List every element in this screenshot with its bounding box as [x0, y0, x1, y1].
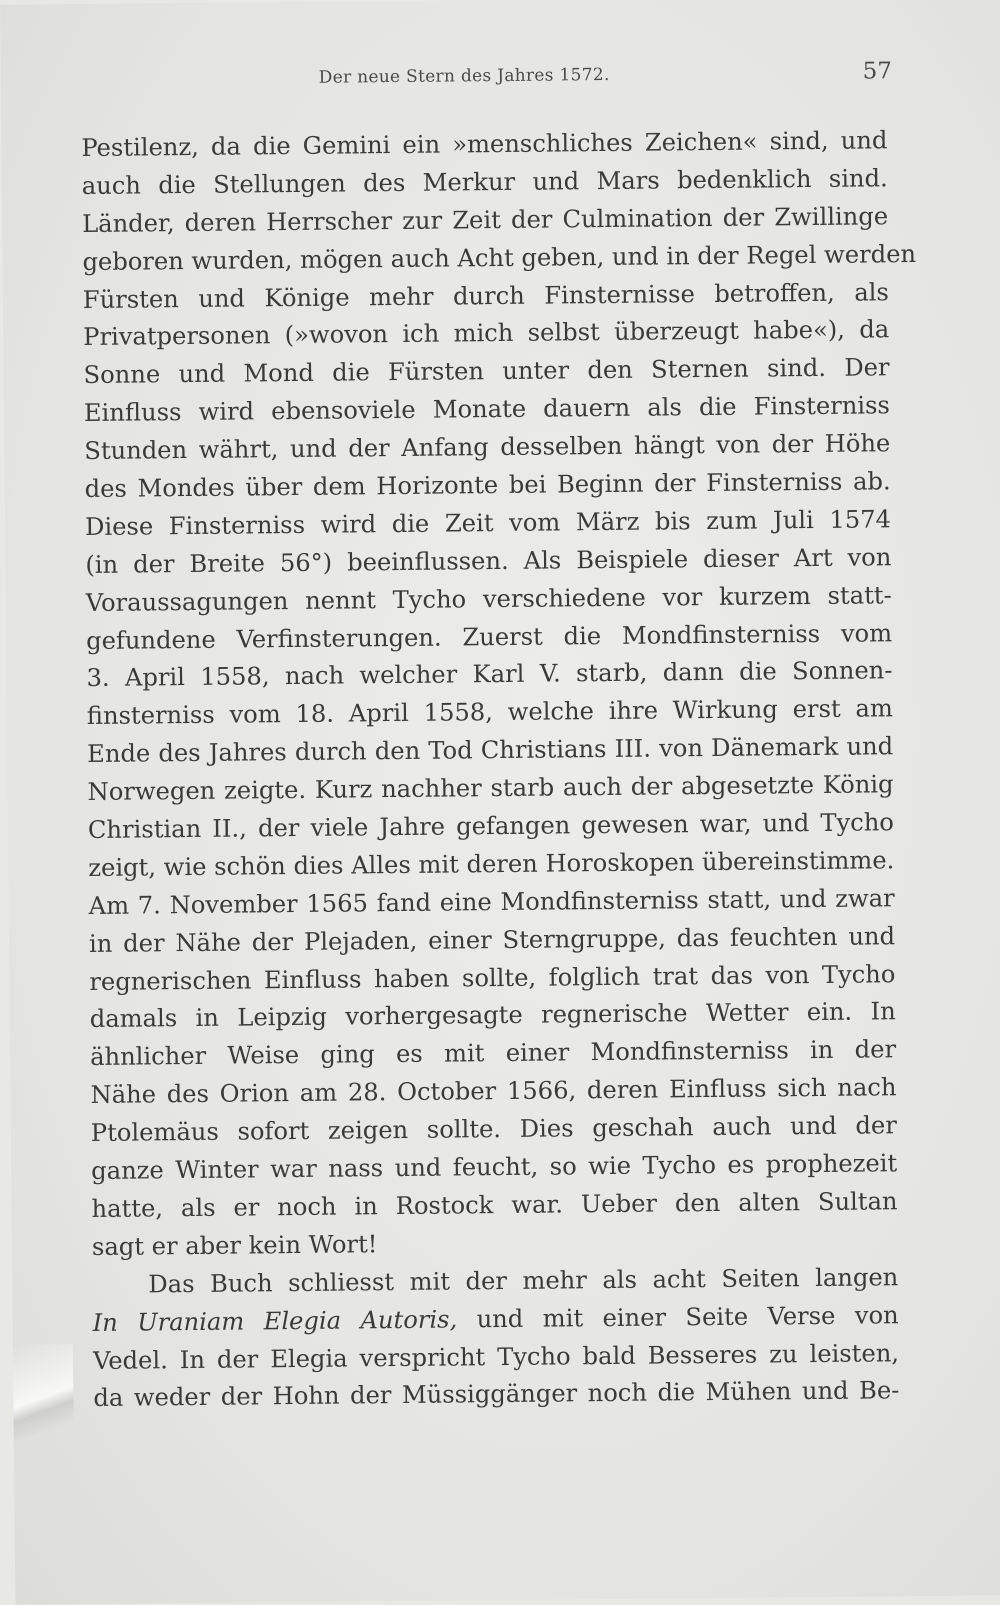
text-line: des Mondes über dem Horizonte bei Beginn der Finsterniss ab.: [84, 467, 891, 504]
page-edge-glare: [13, 1344, 74, 1465]
text-line: zeigt, wie schön dies Alles mit deren Horoskopen übereinstimme.: [88, 846, 895, 882]
text-line: Nähe des Orion am 28. October 1566, deren Einfluss sich nach: [90, 1073, 897, 1110]
text-line: Voraussagungen nennt Tycho verschiedene vor kurzem statt-: [85, 580, 892, 617]
paragraph-1: [81, 122, 917, 1266]
text-line: regnerischen Einfluss haben sollte, folglich trat das von Tycho: [89, 959, 896, 996]
text-line: Vedel. In der Elegia verspricht Tycho bald Besseres zu leisten,: [92, 1338, 900, 1375]
text-line: Ptolemäus sofort zeigen sollte. Dies geschah auch und der: [90, 1111, 897, 1148]
text-line: hatte, als er noch in Rostock war. Ueber den alten Sultan: [91, 1187, 898, 1223]
text-line: Christian II., der viele Jahre gefangen gewesen war, und Tycho: [87, 808, 895, 845]
text-line: sagt er aber kein Wort!: [91, 1230, 378, 1261]
body-text: [81, 122, 917, 1418]
text-line: Stunden währt, und der Anfang desselben hängt von der Höhe: [84, 429, 891, 466]
text-line: da weder der Hohn der Müssiggänger noch die Mühen und Be-: [93, 1376, 900, 1413]
text-line: Norwegen zeigte. Kurz nachher starb auch der abgesetzte König: [87, 770, 894, 807]
text-line: gefundene Verfinsterungen. Zuerst die Mondfinsterniss vom: [85, 618, 893, 655]
page-number: 57: [862, 58, 893, 85]
text-line: ganze Winter war nass und feucht, so wie Tycho es prophezeit: [91, 1149, 898, 1186]
text-line: 3. April 1558, nach welcher Karl V. starb, dann die Sonnen-: [86, 656, 893, 693]
text-line: in der Nähe der Plejaden, einer Sterngruppe, das feuchten und: [88, 921, 896, 958]
text-line: Ende des Jahres durch den Tod Christians III. von Dänemark und: [87, 732, 894, 769]
italic-title: In Uraniam Elegia Autoris,: [92, 1305, 458, 1337]
text-line: Diese Finsterniss wird die Zeit vom März bis zum Juli 1574: [84, 505, 892, 541]
text-line: damals in Leipzig vorhergesagte regnerische Wetter ein. In: [89, 997, 896, 1034]
text-line: (in der Breite 56°) beeinflussen. Als Beispiele dieser Art von: [85, 543, 892, 579]
text-line: Fürsten und Könige mehr durch Finsternisse betroffen, als: [82, 277, 889, 314]
text-line: Pestilenz, da die Gemini ein »menschliches Zeichen« sind, und: [81, 126, 888, 163]
text-span: und mit einer Seite Verse von: [457, 1300, 899, 1334]
text-line: Das Buch schliesst mit der mehr als acht Seiten langen: [148, 1262, 899, 1299]
text-line: Sonne und Mond die Fürsten unter den Sternen sind. Der: [83, 353, 890, 390]
paragraph-2: [92, 1259, 899, 1418]
text-line: Länder, deren Herrscher zur Zeit der Culmination der Zwillinge: [81, 202, 889, 238]
text-line: Privatpersonen (»wovon ich mich selbst überzeugt habe«), da: [83, 315, 890, 352]
text-line: Am 7. November 1565 fand eine Mondfinsterniss statt, und zwar: [88, 884, 895, 920]
running-title: Der neue Stern des Jahres 1572.: [318, 64, 610, 88]
text-line: finsterniss vom 18. April 1558, welche ihre Wirkung erst am: [86, 694, 893, 731]
text-line: Einfluss wird ebensoviele Monate dauern als die Finsterniss: [83, 391, 891, 428]
text-line: ähnlicher Weise ging es mit einer Mondfinsterniss in der: [89, 1035, 897, 1072]
text-line: geboren wurden, mögen auch Acht geben, und in der Regel werden: [82, 239, 917, 276]
text-line: auch die Stellungen des Merkur und Mars bedenklich sind.: [81, 164, 888, 200]
